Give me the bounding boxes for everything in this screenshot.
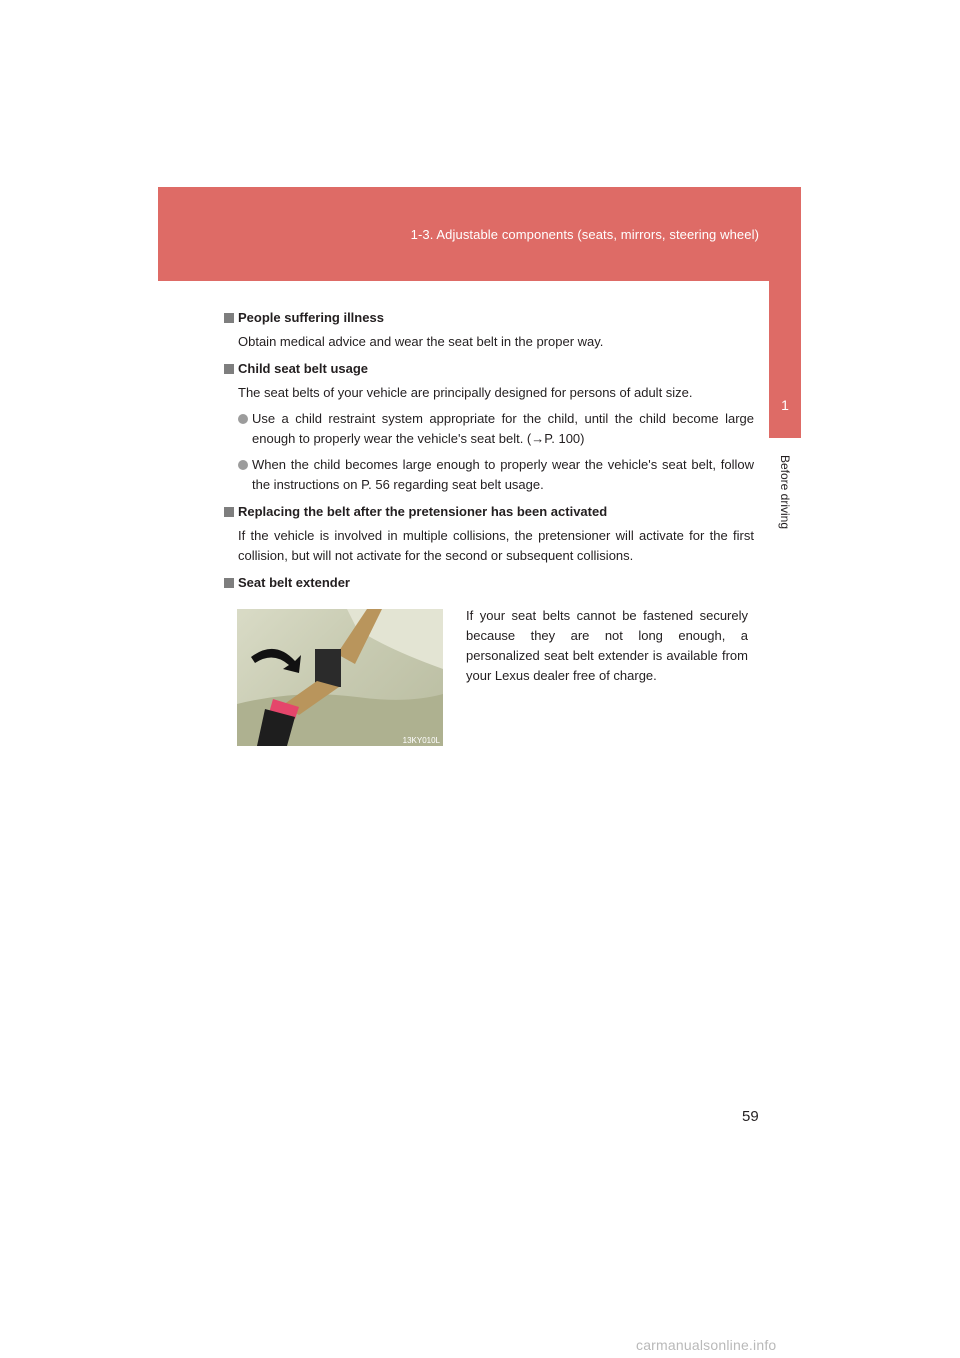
heading-text: Child seat belt usage bbox=[238, 361, 369, 376]
extender-buckle bbox=[315, 649, 341, 687]
curved-arrow-icon bbox=[251, 649, 301, 673]
chapter-title: 1-3. Adjustable components (seats, mirrors, steering wheel) bbox=[410, 227, 759, 242]
section-heading bbox=[224, 573, 754, 593]
section-heading bbox=[224, 308, 754, 328]
page-number: 59 bbox=[742, 1108, 759, 1125]
seat-belt-illustration-svg bbox=[237, 609, 443, 746]
illustration-code: 13KY010L bbox=[402, 736, 440, 745]
extender-description: If your seat belts cannot be fastened securely because they are not long enough, a personalized seat belt extender is available from your Lexus dealer free of charge. bbox=[466, 608, 748, 683]
square-bullet-icon bbox=[224, 578, 234, 588]
section-heading bbox=[224, 502, 754, 522]
section-child-seat-belt bbox=[224, 359, 754, 495]
section-body: Obtain medical advice and wear the seat belt in the proper way. bbox=[238, 334, 604, 349]
bullet-item bbox=[238, 409, 754, 449]
watermark-text: carmanualsonline.info bbox=[636, 1337, 777, 1353]
bullet-item bbox=[238, 455, 754, 495]
square-bullet-icon bbox=[224, 364, 234, 374]
chapter-side-tab bbox=[769, 281, 801, 438]
section-body: The seat belts of your vehicle are principally designed for persons of adult size. bbox=[238, 385, 693, 400]
seat-belt-extender-illustration bbox=[237, 609, 443, 746]
bullet-text: Use a child restraint system appropriate for the child, until the child become large enough to properly wear the vehicle's seat belt. (→P. 100) bbox=[252, 411, 754, 446]
section-heading bbox=[224, 359, 754, 379]
chapter-side-label: Before driving bbox=[778, 454, 792, 530]
chapter-header-band bbox=[158, 187, 801, 281]
square-bullet-icon bbox=[224, 507, 234, 517]
heading-text: People suffering illness bbox=[238, 310, 384, 325]
main-content bbox=[224, 308, 754, 600]
circle-bullet-icon bbox=[238, 414, 248, 424]
section-illness bbox=[224, 308, 754, 352]
section-extender bbox=[224, 573, 754, 593]
square-bullet-icon bbox=[224, 313, 234, 323]
bullet-text: When the child becomes large enough to properly wear the vehicle's seat belt, follow the instructions on P. 56 regarding seat belt usage. bbox=[252, 457, 754, 492]
circle-bullet-icon bbox=[238, 460, 248, 470]
section-body: If the vehicle is involved in multiple collisions, the pretensioner will activate for the first collision, but will not activate for the second or subsequent collisions. bbox=[238, 528, 754, 563]
chapter-number: 1 bbox=[781, 397, 789, 413]
section-pretensioner bbox=[224, 502, 754, 566]
heading-text: Replacing the belt after the pretensioner has been activated bbox=[238, 504, 608, 519]
heading-text: Seat belt extender bbox=[238, 575, 350, 590]
